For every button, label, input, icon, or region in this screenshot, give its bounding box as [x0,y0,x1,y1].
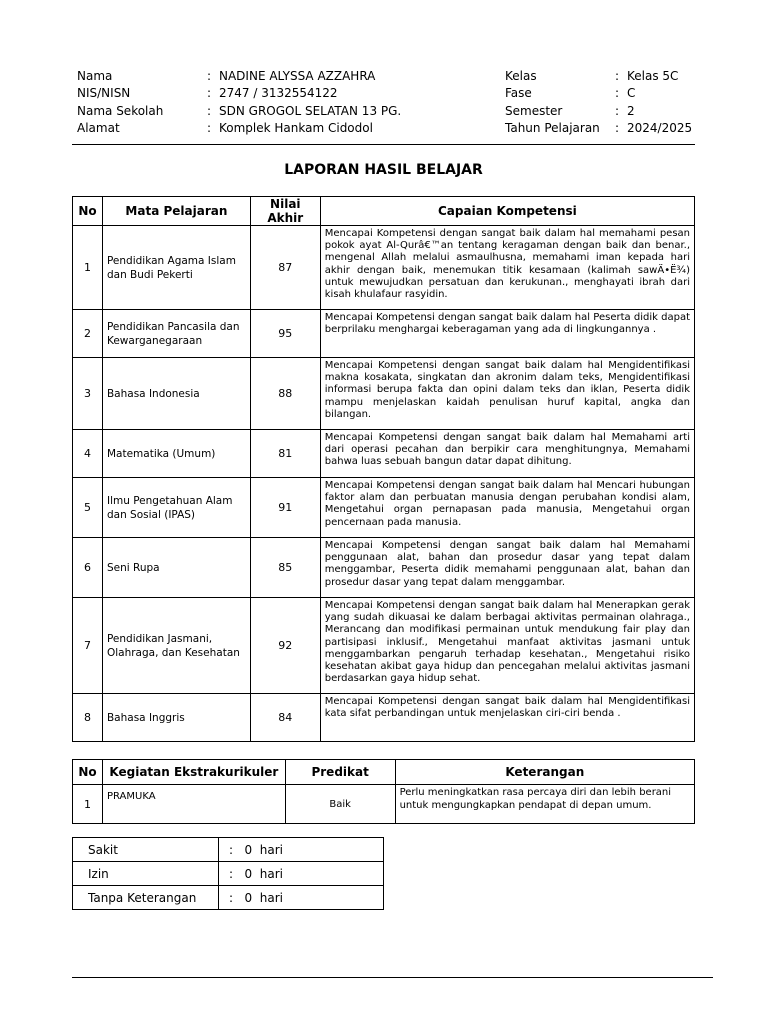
info-separator: : [207,86,212,101]
extracurricular-header-row [73,760,695,785]
competency-description: Mencapai Kompetensi dengan sangat baik dalam hal Mengidentifikasi makna kosakata, singkatan dan akronim dalam teks, Mengidentifikasi informasi berupa fakta dan opini dalam teks dan iklan, Peserta didik mampu menjelaskan kaidah penulisan huruf kapital, angka dan bilangan. [320,358,694,430]
subject-name: Pendidikan Agama Islam dan Budi Pekerti [102,226,250,310]
activity-name: PRAMUKA [102,785,285,824]
final-score: 92 [250,598,320,694]
subject-name: Seni Rupa [102,538,250,598]
attendance-value: : 0 hari [219,838,384,862]
attendance-value: : 0 hari [219,862,384,886]
col-header-no: No [73,197,103,226]
academic-year-value: 2024/2025 [627,120,693,135]
competency-description: Mencapai Kompetensi dengan sangat baik dalam hal Mengidentifikasi kata sifat perbandingan untuk menjelaskan ciri-ciri benda . [320,694,694,742]
attendance-label: Tanpa Keterangan [73,886,219,910]
competency-description: Mencapai Kompetensi dengan sangat baik dalam hal Peserta didik dapat berprilaku menghargai keberagaman yang ada di lingkungannya . [320,310,694,358]
info-separator: : [615,69,620,83]
attendance-row-permit [73,862,384,886]
attendance-value: : 0 hari [219,886,384,910]
class-value: Kelas 5C [627,69,679,83]
info-separator: : [207,69,212,83]
row-number: 6 [73,538,103,598]
table-row [73,310,695,358]
info-label: Tahun Pelajaran [505,120,600,135]
row-number: 3 [73,358,103,430]
row-number: 7 [73,598,103,694]
student-info-left [77,68,507,137]
info-label: Kelas [505,69,537,83]
competency-description: Mencapai Kompetensi dengan sangat baik dalam hal memahami pesan pokok ayat Al-Qurâ€™an tentang keragaman dengan baik dan benar., mengenal Allah melalui asmaulhusna, memahami iman kepada hari akhir dengan baik, menemukan titik kesamaan (kalimah sawÄ•Ë¾) untuk mewujudkan persatuan dan kerukunan., menghayati ibrah dari kisah khulafaur rasyidin. [320,226,694,310]
activity-note: Perlu meningkatkan rasa percaya diri dan lebih berani untuk mengungkapkan pendapat di depan umum. [395,785,694,824]
table-row [73,226,695,310]
info-row-year [505,120,705,137]
subject-name: Matematika (Umum) [102,430,250,478]
col-header-activity: Kegiatan Ekstrakurikuler [102,760,285,785]
info-label: NIS/NISN [77,86,131,101]
header-divider [72,144,695,145]
col-header-predicate: Predikat [285,760,395,785]
info-label: Alamat [77,120,120,135]
table-row [73,598,695,694]
student-name: NADINE ALYSSA AZZAHRA [219,69,376,83]
info-label: Nama Sekolah [77,103,164,118]
col-header-score: Nilai Akhir [250,197,320,226]
competency-description: Mencapai Kompetensi dengan sangat baik dalam hal Menerapkan gerak yang sudah dikuasai ke dalam berbagai aktivitas permainan olahraga., Merancang dan modifikasi permainan untuk mendukung fair play dan partisipasi inklusif., Mengetahui manfaat aktivitas jasmani untuk menggambarkan pengaruh terhadap kesehatan., Mengetahui risiko kesehatan akibat gaya hidup dan pencegahan melalui aktivitas jasmani berdasarkan gaya hidup sehat. [320,598,694,694]
info-label: Nama [77,69,113,83]
subject-name: Pendidikan Pancasila dan Kewarganegaraan [102,310,250,358]
attendance-label: Izin [73,862,219,886]
row-number: 4 [73,430,103,478]
info-label: Semester [505,103,563,118]
subject-name: Bahasa Indonesia [102,358,250,430]
phase-value: C [627,86,636,101]
info-label: Fase [505,86,532,101]
col-header-no: No [73,760,103,785]
final-score: 95 [250,310,320,358]
final-score: 91 [250,478,320,538]
grades-header-row [73,197,695,226]
attendance-label: Sakit [73,838,219,862]
subject-name: Ilmu Pengetahuan Alam dan Sosial (IPAS) [102,478,250,538]
student-info-right [505,68,705,137]
col-header-subject: Mata Pelajaran [102,197,250,226]
info-row-school [77,103,507,120]
info-row-name [77,68,507,85]
footer-divider [72,977,713,978]
competency-description: Mencapai Kompetensi dengan sangat baik dalam hal Mencari hubungan faktor alam dan perbuatan manusia dengan perubahan kondisi alam, Mengetahui organ pernapasan pada manusia, Mengetahui organ pencernaan pada manusia. [320,478,694,538]
subject-name: Bahasa Inggris [102,694,250,742]
final-score: 85 [250,538,320,598]
table-row [73,694,695,742]
info-row-address [77,120,507,137]
table-row [73,478,695,538]
activity-predicate: Baik [285,785,395,824]
subject-name: Pendidikan Jasmani, Olahraga, dan Kesehatan [102,598,250,694]
attendance-row-sick [73,838,384,862]
competency-description: Mencapai Kompetensi dengan sangat baik dalam hal Memahami penggunaan alat, bahan dan prosedur dasar yang tepat dalam menggambar, Peserta didik memahami penggunaan alat, bahan dan prosedur dasar yang tepat dalam menggambar. [320,538,694,598]
attendance-row-unexcused [73,886,384,910]
final-score: 88 [250,358,320,430]
attendance-table [72,837,384,910]
info-separator: : [615,120,620,135]
col-header-note: Keterangan [395,760,694,785]
info-row-semester [505,103,705,120]
info-row-nis [77,85,507,102]
info-separator: : [615,103,620,118]
school-name: SDN GROGOL SELATAN 13 PG. [219,103,402,118]
info-separator: : [615,86,620,101]
row-number: 1 [73,785,103,824]
school-address: Komplek Hankam Cidodol [219,120,373,135]
final-score: 87 [250,226,320,310]
semester-value: 2 [627,103,635,118]
row-number: 8 [73,694,103,742]
info-separator: : [207,120,212,135]
table-row [73,358,695,430]
final-score: 81 [250,430,320,478]
row-number: 1 [73,226,103,310]
table-row [73,785,695,824]
info-separator: : [207,103,212,118]
row-number: 2 [73,310,103,358]
table-row [73,538,695,598]
report-title: LAPORAN HASIL BELAJAR [284,162,483,178]
competency-description: Mencapai Kompetensi dengan sangat baik dalam hal Memahami arti dari operasi pecahan dan berpikir cara menghitungnya, Memahami bahwa luas sebuah bangun datar dapat dihitung. [320,430,694,478]
info-row-class [505,68,705,85]
table-row [73,430,695,478]
extracurricular-table [72,759,695,824]
row-number: 5 [73,478,103,538]
col-header-competency: Capaian Kompetensi [320,197,694,226]
info-row-phase [505,85,705,102]
grades-table [72,196,695,742]
final-score: 84 [250,694,320,742]
student-nis: 2747 / 3132554122 [219,86,338,101]
